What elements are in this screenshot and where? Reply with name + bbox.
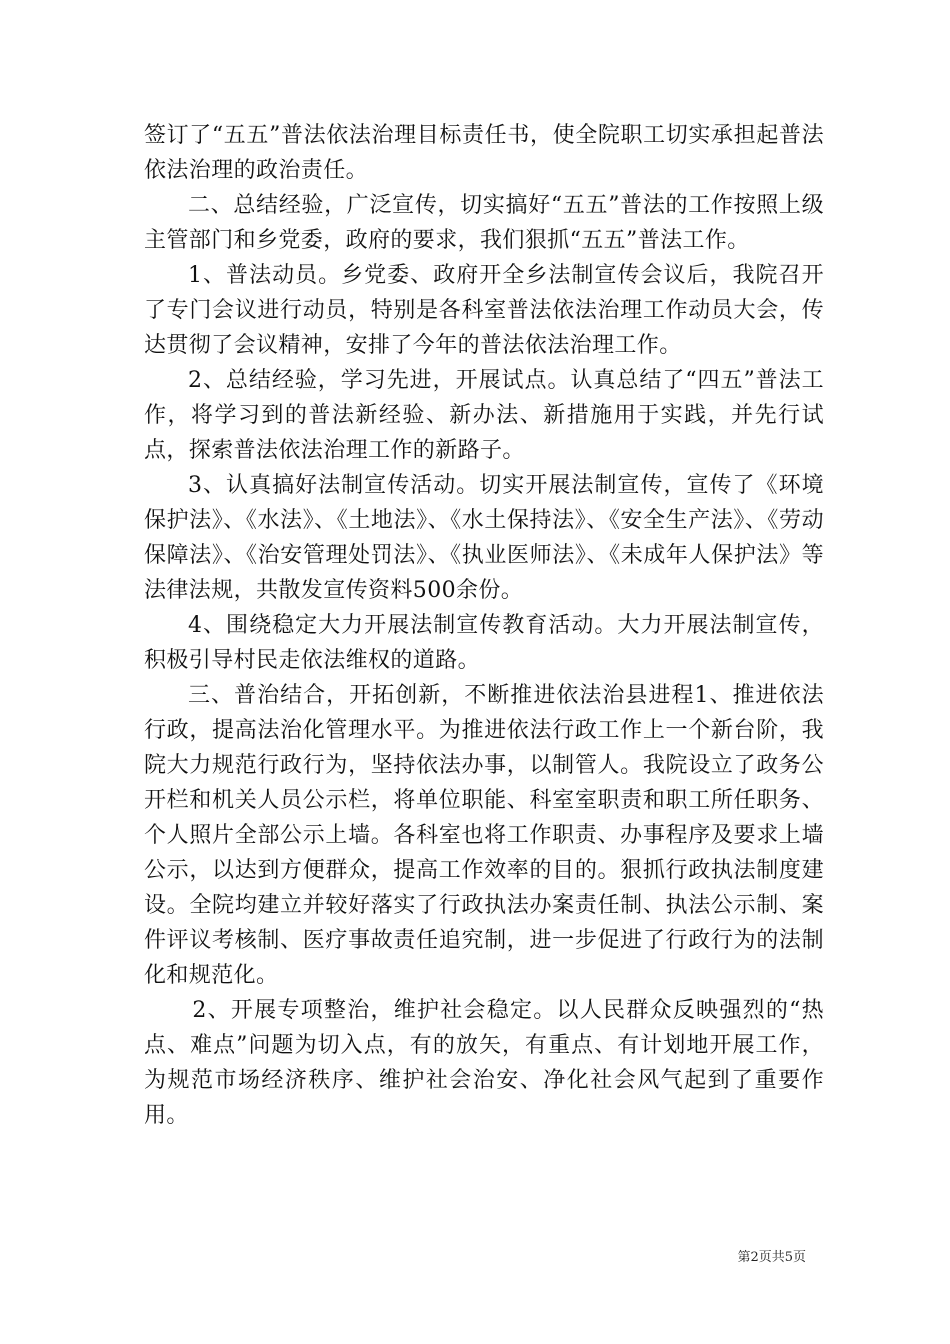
paragraph-1: 签订了“五五”普法依法治理目标责任书，使全院职工切实承担起普法依法治理的政治责任。 bbox=[144, 123, 824, 183]
paragraph-3: 1、普法动员。乡党委、政府开全乡法制宣传会议后，我院召开了专门会议进行动员，特别是各科室普法依法治理工作动员大会，传达贯彻了会议精神，安排了今年的普法依法治理工作。 bbox=[144, 263, 824, 358]
paragraph-7: 三、普治结合，开拓创新，不断推进依法治县进程1、推进依法行政，提高法治化管理水平。为推进依法行政工作上一个新台阶，我院大力规范行政行为，坚持依法办事，以制管人。我院设立了政务公开栏和机关人员公示栏，将单位职能、科室室职责和职工所任职务、个人照片全部公示上墙。各科室也将工作职责、办事程序及要求上墙公示，以达到方便群众，提高工作效率的目的。狠抓行政执法制度建设。全院均建立并较好落实了行政执法办案责任制、执法公示制、案件评议考核制、医疗事故责任追究制，进一步促进了行政行为的法制化和规范化。 bbox=[144, 683, 824, 988]
paragraph-8: 2、开展专项整治，维护社会稳定。以人民群众反映强烈的“热点、难点”问题为切入点，有的放矢，有重点、有计划地开展工作，为规范市场经济秩序、维护社会治安、净化社会风气起到了重要作用。 bbox=[144, 998, 824, 1128]
paragraph-4: 2、总结经验，学习先进，开展试点。认真总结了“四五”普法工作，将学习到的普法新经验、新办法、新措施用于实践，并先行试点，探索普法依法治理工作的新路子。 bbox=[144, 368, 824, 463]
document-body bbox=[144, 118, 824, 1133]
paragraph-2: 二、总结经验，广泛宣传，切实搞好“五五”普法的工作按照上级主管部门和乡党委，政府的要求，我们狠抓“五五”普法工作。 bbox=[144, 193, 824, 253]
paragraph-5: 3、认真搞好法制宣传活动。切实开展法制宣传，宣传了《环境保护法》、《水法》、《土地法》、《水土保持法》、《安全生产法》、《劳动保障法》、《治安管理处罚法》、《执业医师法》、《未成年人保护法》等法律法规，共散发宣传资料500余份。 bbox=[144, 473, 824, 603]
paragraph-6: 4、围绕稳定大力开展法制宣传教育活动。大力开展法制宣传，积极引导村民走依法维权的道路。 bbox=[144, 613, 824, 673]
page-number-footer: 第2页共5页 bbox=[737, 1250, 806, 1265]
